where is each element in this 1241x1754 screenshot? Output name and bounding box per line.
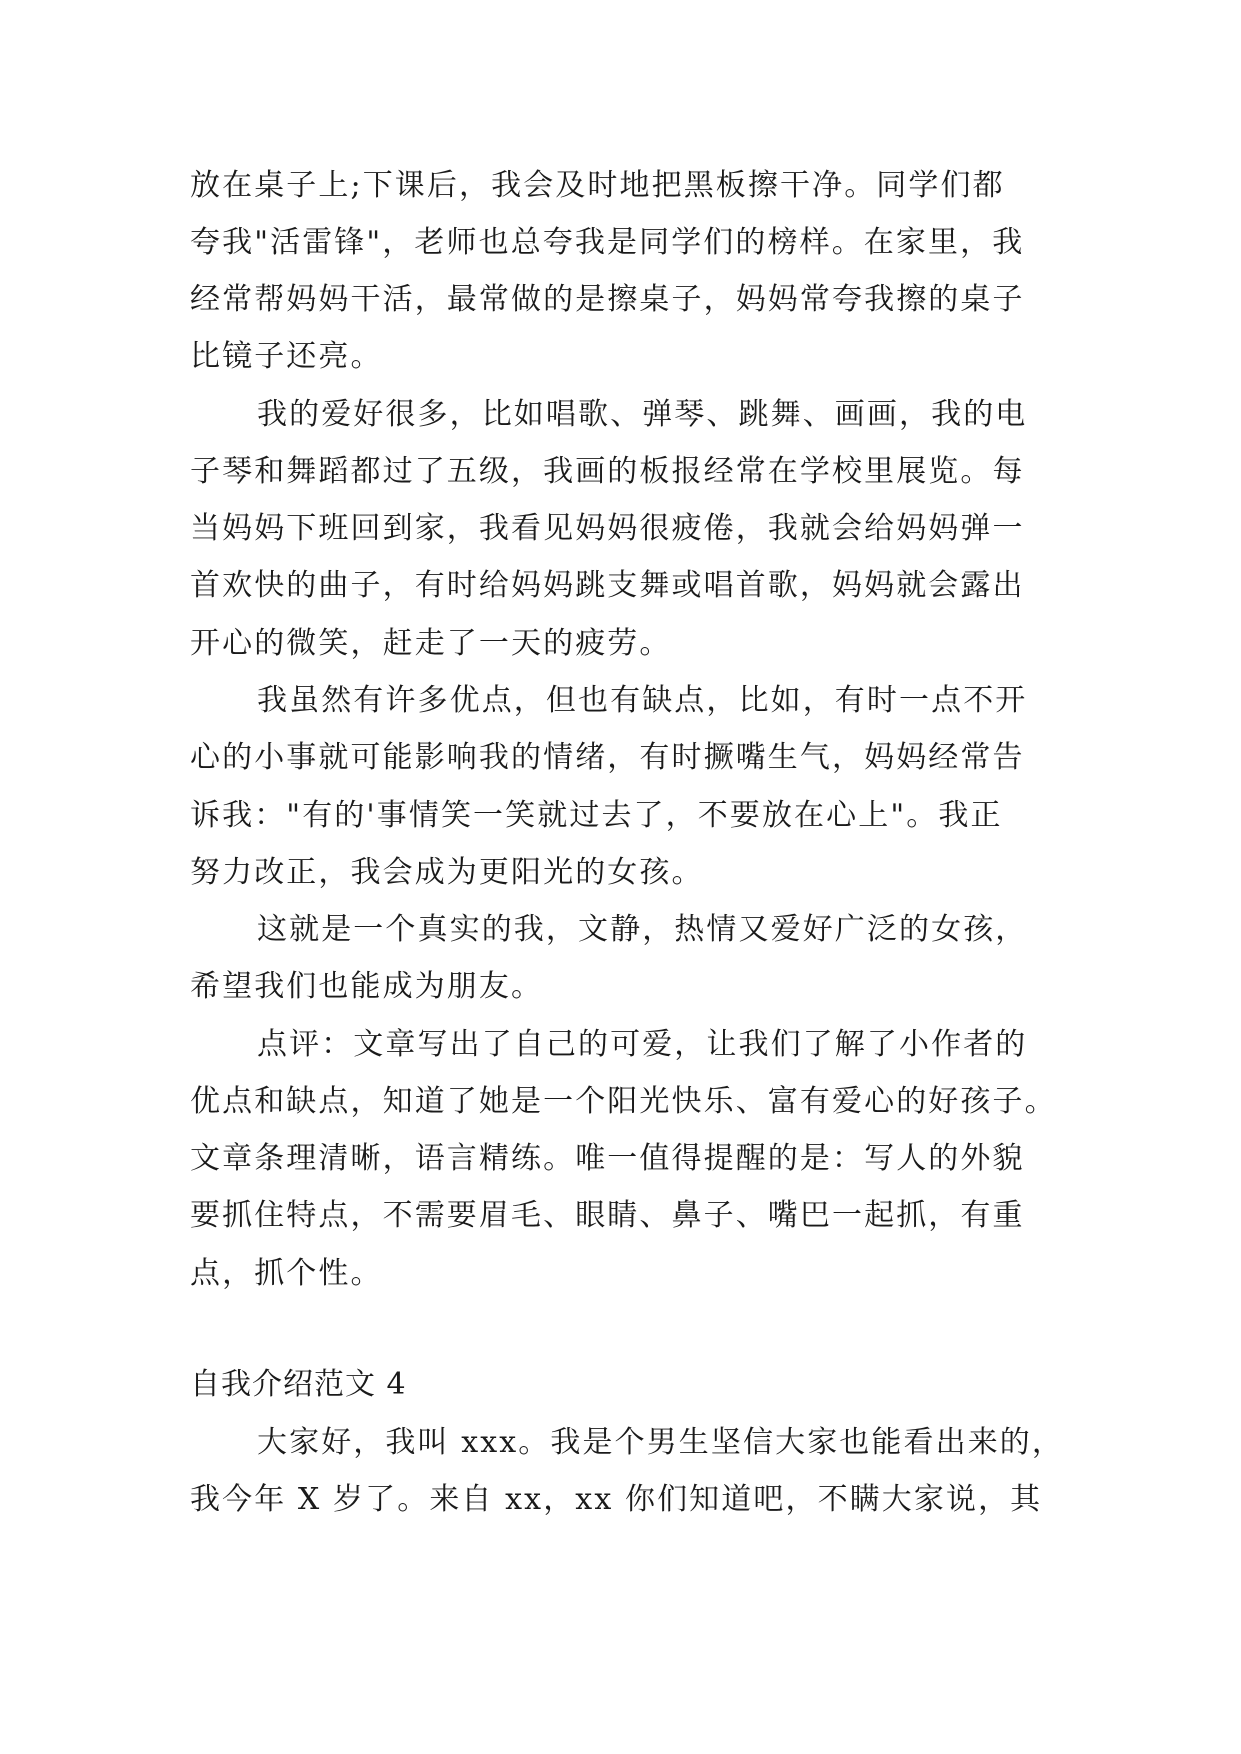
text-line: 夸我"活雷锋"，老师也总夸我是同学们的榜样。在家里，我 — [190, 225, 1025, 260]
text-line: 开心的微笑，赶走了一天的疲劳。 — [190, 626, 672, 661]
text-line: 首欢快的曲子，有时给妈妈跳支舞或唱首歌，妈妈就会露出 — [190, 568, 1025, 603]
text-line: 经常帮妈妈干活，最常做的是擦桌子，妈妈常夸我擦的桌子 — [190, 282, 1025, 317]
text-line: 希望我们也能成为朋友。 — [190, 969, 544, 1004]
text-line: 点，抓个性。 — [190, 1256, 383, 1291]
text-line: 我的爱好很多，比如唱歌、弹琴、跳舞、画画，我的电 — [257, 397, 1028, 432]
text-line: 比镜子还亮。 — [190, 339, 383, 374]
text-line: 我今年 X 岁了。来自 xx，xx 你们知道吧，不瞒大家说，其 — [190, 1482, 1043, 1517]
text-line: 努力改正，我会成为更阳光的女孩。 — [190, 855, 704, 890]
text-line: 优点和缺点，知道了她是一个阳光快乐、富有爱心的好孩子。 — [190, 1084, 1057, 1119]
text-line: 要抓住特点，不需要眉毛、眼睛、鼻子、嘴巴一起抓，有重 — [190, 1198, 1025, 1233]
text-line: 大家好，我叫 xxx。我是个男生坚信大家也能看出来的， — [257, 1425, 1064, 1460]
text-line: 点评：文章写出了自己的可爱，让我们了解了小作者的 — [257, 1027, 1028, 1062]
text-line: 诉我："有的'事情笑一笑就过去了，不要放在心上"。我正 — [190, 798, 1003, 833]
text-line: 心的小事就可能影响我的情绪，有时撅嘴生气，妈妈经常告 — [190, 740, 1025, 775]
text-line: 当妈妈下班回到家，我看见妈妈很疲倦，我就会给妈妈弹一 — [190, 511, 1025, 546]
section-heading: 自我介绍范文 4 — [190, 1367, 407, 1402]
text-line: 文章条理清晰，语言精练。唯一值得提醒的是：写人的外貌 — [190, 1141, 1025, 1176]
text-line: 子琴和舞蹈都过了五级，我画的板报经常在学校里展览。每 — [190, 454, 1025, 489]
text-line: 放在桌子上;下课后，我会及时地把黑板擦干净。同学们都 — [190, 168, 1005, 203]
text-line: 这就是一个真实的我，文静，热情又爱好广泛的女孩， — [257, 912, 1028, 947]
text-line: 我虽然有许多优点，但也有缺点，比如，有时一点不开 — [257, 683, 1028, 718]
